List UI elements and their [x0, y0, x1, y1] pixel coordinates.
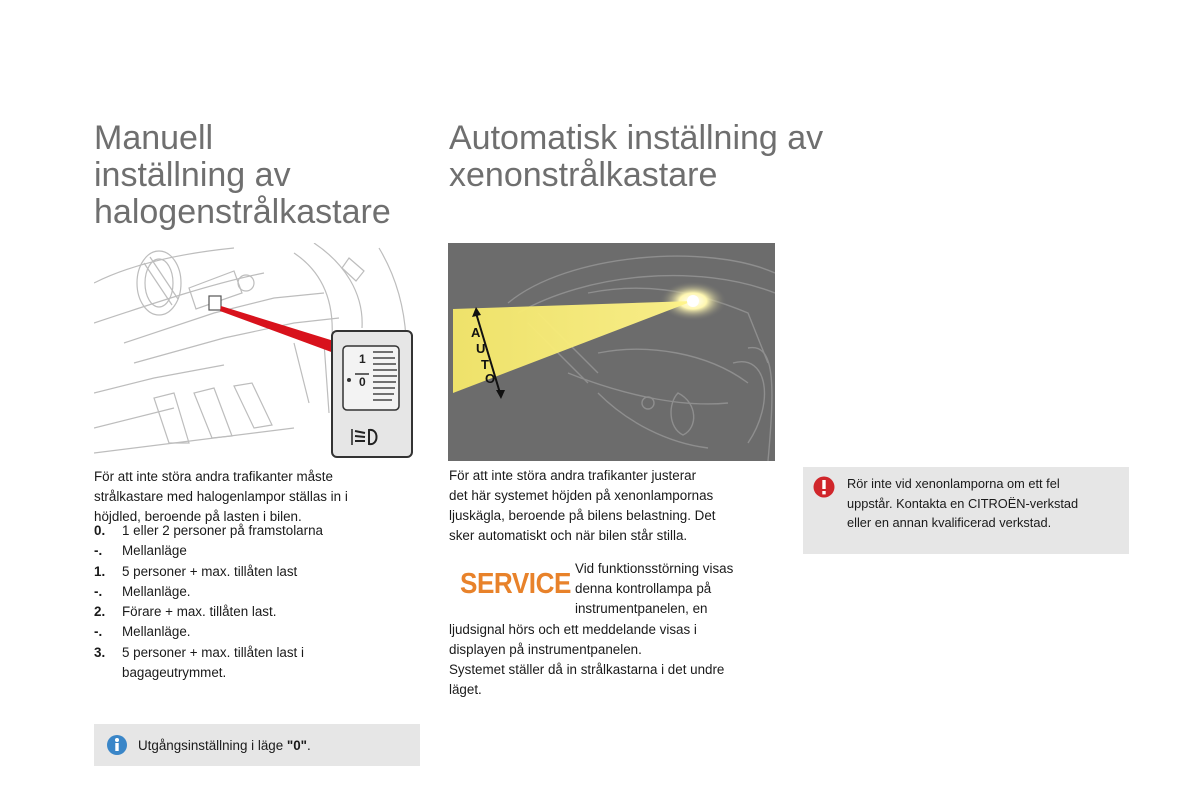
- paragraph-line: det här systemet höjden på xenonlampornas: [449, 488, 714, 503]
- dial-label-bottom: 0: [359, 375, 366, 389]
- dial-label-top: 1: [359, 352, 366, 366]
- service-text-beside: [575, 559, 775, 619]
- paragraph-line: instrumentpanelen, en: [575, 601, 708, 616]
- warning-line: uppstår. Kontakta en CITROËN-verkstad: [847, 495, 1079, 511]
- list-marker: 2.: [94, 604, 106, 620]
- info-text: [138, 736, 311, 756]
- service-warning-lamp: SERVICE: [460, 568, 571, 600]
- adjuster-location: [209, 296, 221, 310]
- title-line: xenonstrålkastare: [449, 156, 718, 194]
- list-text: 5 personer + max. tillåten last i: [122, 644, 304, 660]
- info-text-value: "0": [286, 738, 308, 753]
- setting-list: [94, 521, 414, 683]
- title-line: Manuell: [94, 119, 214, 157]
- intro-line: höjdled, beroende på lasten i bilen.: [94, 509, 302, 524]
- warning-icon: [813, 476, 835, 498]
- xenon-headlamp-illustration: [448, 243, 775, 461]
- paragraph-line: För att inte störa andra trafikanter justerar: [449, 468, 697, 483]
- left-intro: [94, 467, 414, 527]
- title-line: halogenstrålkastare: [94, 193, 391, 231]
- list-marker: 1.: [94, 563, 106, 579]
- info-box: [94, 724, 420, 766]
- info-text-suffix: .: [307, 738, 311, 753]
- auto-letter: A: [471, 325, 481, 340]
- warning-text: [847, 474, 1078, 533]
- paragraph-line: läget.: [449, 682, 482, 697]
- paragraph-line: denna kontrollampa på: [575, 581, 712, 596]
- list-item: [94, 643, 414, 663]
- paragraph-line: ljudsignal hörs och ett meddelande visas i: [449, 622, 697, 637]
- list-marker: -.: [94, 583, 103, 599]
- auto-letter: T: [481, 357, 489, 372]
- headlamp-adjuster-dial: [333, 332, 411, 456]
- paragraph-line: Vid funktionsstörning visas: [575, 561, 734, 576]
- list-text: bagageutrymmet.: [122, 665, 227, 681]
- dashboard-illustration: [94, 243, 420, 460]
- info-text-prefix: Utgångsinställning i läge: [138, 738, 287, 753]
- list-item: [94, 541, 414, 561]
- car-front-drawing: [448, 243, 775, 461]
- list-marker: -.: [94, 624, 103, 640]
- title-line: inställning av: [94, 156, 291, 194]
- dial-inset: [331, 330, 413, 458]
- middle-section-title: [449, 120, 823, 194]
- list-marker: [94, 663, 122, 683]
- list-marker: 0.: [94, 523, 106, 538]
- auto-letter: O: [485, 371, 496, 386]
- warning-box: [803, 467, 1129, 554]
- list-marker: 3.: [94, 644, 106, 660]
- left-section-title: [94, 120, 391, 231]
- list-text: Förare + max. tillåten last.: [122, 604, 277, 620]
- list-item: [94, 582, 414, 602]
- list-item: [94, 663, 414, 683]
- list-text: 5 personer + max. tillåten last: [122, 563, 298, 579]
- warning-line: Rör inte vid xenonlamporna om ett fel: [847, 476, 1060, 491]
- title-line: Automatisk inställning av: [449, 119, 824, 157]
- service-text-full: [449, 620, 779, 700]
- intro-line: För att inte störa andra trafikanter måste: [94, 469, 333, 484]
- intro-line: strålkastare med halogenlampor ställas in i: [94, 489, 348, 504]
- list-item: [94, 521, 414, 541]
- paragraph-line: displayen på instrumentpanelen.: [449, 642, 642, 657]
- list-text: Mellanläge.: [122, 583, 191, 599]
- middle-paragraph: [449, 466, 769, 546]
- list-text: Mellanläge.: [122, 624, 191, 640]
- paragraph-line: Systemet ställer då in strålkastarna i det undre: [449, 662, 725, 677]
- list-item: [94, 622, 414, 642]
- paragraph-line: ljuskägla, beroende på bilens belastning. Det: [449, 508, 716, 523]
- list-text: Mellanläge: [122, 543, 187, 559]
- list-item: [94, 602, 414, 622]
- paragraph-line: sker automatiskt och när bilen står stilla.: [449, 528, 688, 543]
- info-icon: [106, 734, 128, 756]
- warning-line: eller en annan kvalificerad verkstad.: [847, 515, 1052, 531]
- headlamp-level-icon: [352, 429, 377, 445]
- list-item: [94, 562, 414, 582]
- list-text: 1 eller 2 personer på framstolarna: [122, 523, 323, 538]
- auto-letter: U: [476, 341, 486, 356]
- list-marker: -.: [94, 543, 103, 559]
